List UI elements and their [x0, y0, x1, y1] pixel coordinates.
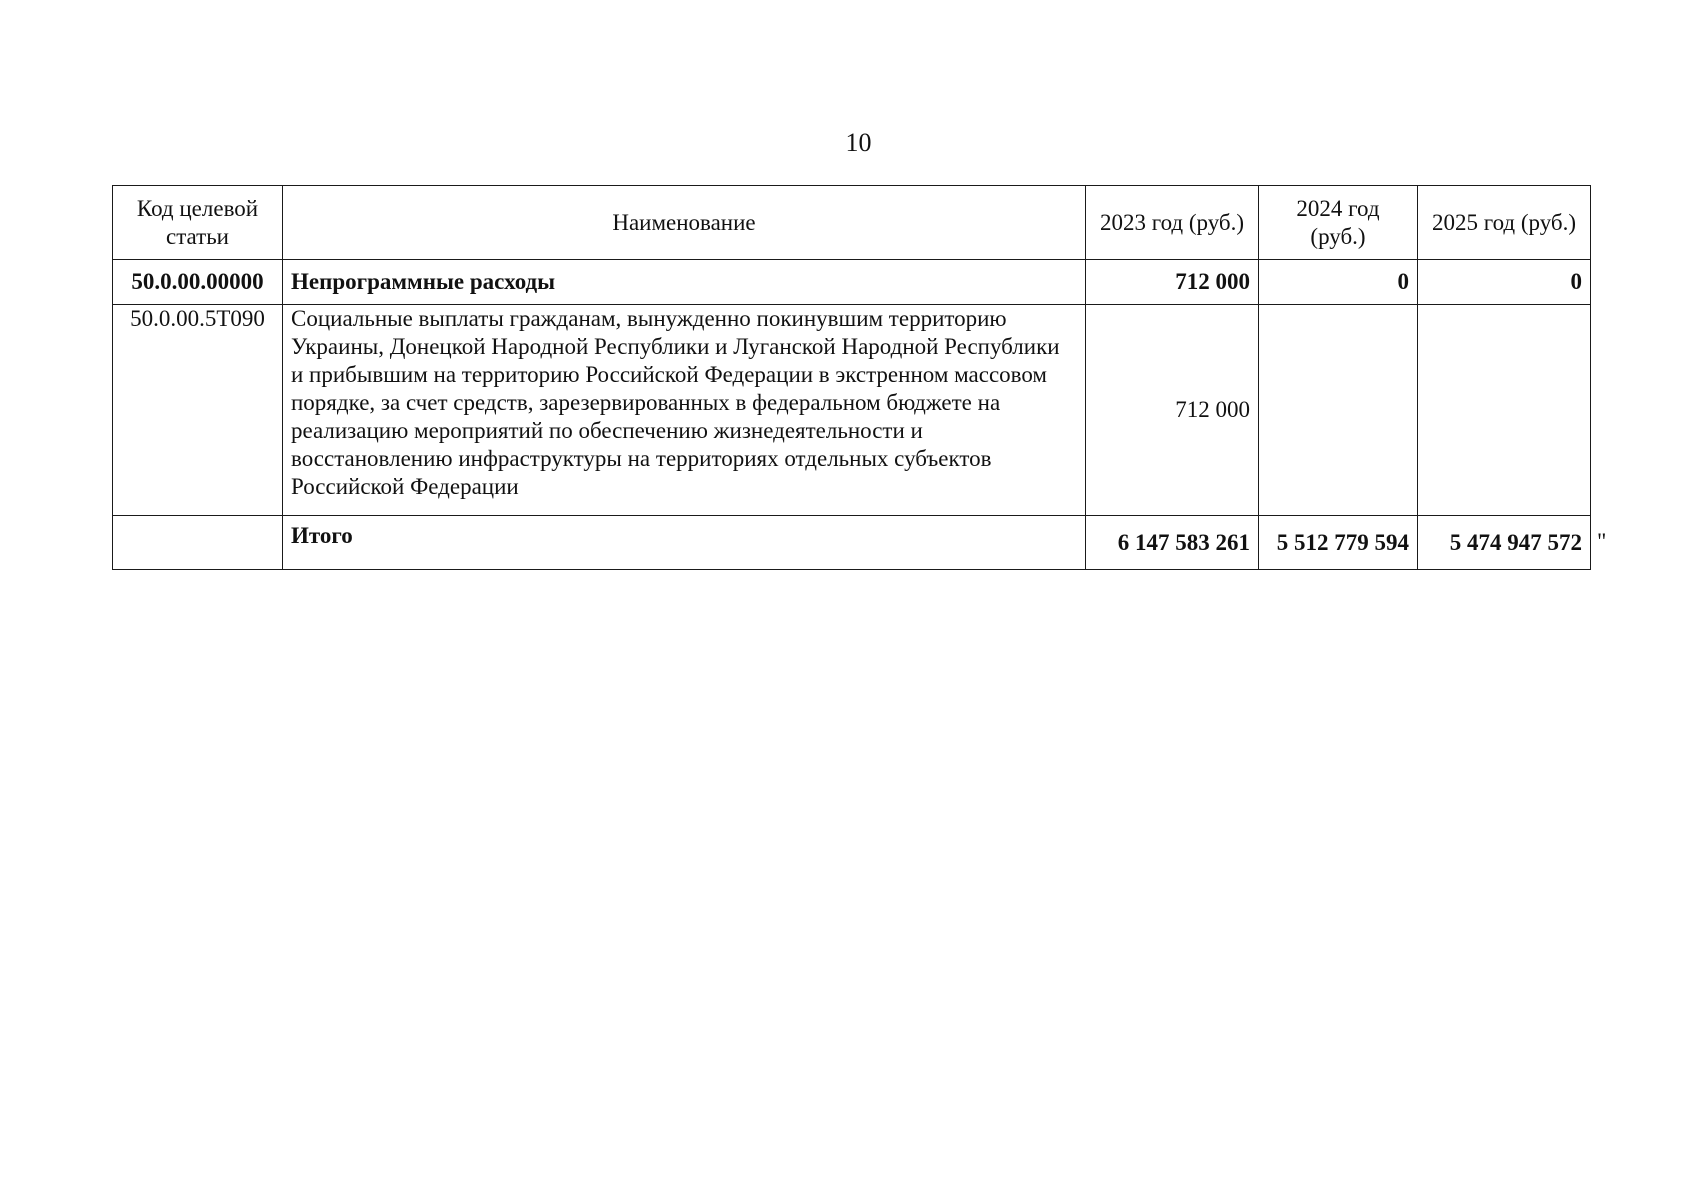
row-value-2023: 712 000	[1086, 305, 1259, 516]
header-code: Код целевой статьи	[113, 186, 283, 260]
total-value-2024: 5 512 779 594	[1259, 516, 1418, 570]
page-number: 10	[845, 128, 872, 157]
total-code	[113, 516, 283, 570]
row-value-2024: 0	[1259, 260, 1418, 305]
row-value-2025: 0	[1418, 260, 1591, 305]
header-year-2025: 2025 год (руб.)	[1418, 186, 1591, 260]
total-value-2023: 6 147 583 261	[1086, 516, 1259, 570]
row-value-2024	[1259, 305, 1418, 516]
row-name: Непрограммные расходы	[283, 260, 1086, 305]
row-value-2023: 712 000	[1086, 260, 1259, 305]
row-code: 50.0.00.5Т090	[113, 305, 283, 516]
row-name: Социальные выплаты гражданам, вынужденно покинувшим территорию Украины, Донецкой Народной Республики и Луганской Народной Республики и прибывшим на территорию Российской Федерации в экстренном массовом порядке, за счет средств, зарезервированных в федеральном бюджете на реализацию мероприятий по обеспечению жизнедеятельности и восстановлению инфраструктуры на территориях отдельных субъектов Российской Федерации	[283, 305, 1086, 516]
header-name: Наименование	[283, 186, 1086, 260]
total-label: Итого	[283, 516, 1086, 570]
total-value-2025: 5 474 947 572	[1418, 516, 1591, 570]
row-value-2025	[1418, 305, 1591, 516]
table-header-row	[113, 186, 1591, 260]
budget-table	[112, 185, 1591, 570]
closing-quote-mark: "	[1597, 529, 1607, 554]
table-row	[113, 260, 1591, 305]
table-total-row	[113, 516, 1591, 570]
header-year-2024: 2024 год (руб.)	[1259, 186, 1418, 260]
row-code: 50.0.00.00000	[113, 260, 283, 305]
header-year-2023: 2023 год (руб.)	[1086, 186, 1259, 260]
table-row	[113, 305, 1591, 516]
